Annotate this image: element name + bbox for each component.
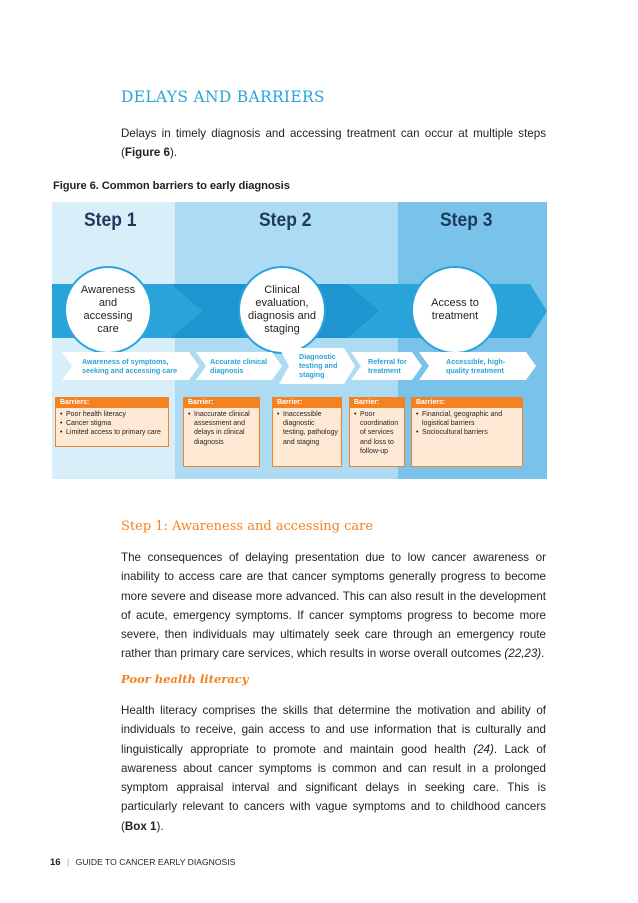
barrier-item: • Inaccurate clinical assessment and delays in clinical diagnosis — [188, 410, 256, 447]
intro-paragraph — [121, 124, 546, 162]
barrier-item: • Inaccessible diagnostic testing, pathology and staging — [277, 410, 338, 447]
health-literacy-citation: (24) — [473, 742, 494, 756]
step1-label: Step 1 — [84, 210, 137, 231]
page-number: 16 — [50, 857, 61, 868]
barrier-box-4-heading: Barrier: — [350, 398, 404, 408]
circle-awareness — [64, 266, 152, 354]
health-literacy-heading: Poor health literacy — [121, 672, 249, 686]
health-literacy-text-c: ). — [156, 819, 164, 833]
figure-caption: Figure 6. Common barriers to early diagnosis — [53, 180, 290, 192]
step3-label: Step 3 — [440, 210, 493, 231]
barrier-box-3-heading: Barrier: — [273, 398, 341, 408]
barrier-box-1 — [55, 397, 169, 447]
health-literacy-text-b: . Lack of awareness about cancer symptoms is common and can result in a prolonged symptom appraisal interval and significant delays in seeking care. This is particularly relevant to cancers with vague symptoms and to childhood cancers ( — [121, 742, 547, 833]
footer-title: GUIDE TO CANCER EARLY DIAGNOSIS — [75, 857, 236, 867]
barrier-box-5-heading: Barriers: — [412, 398, 522, 408]
chevron-2-label: Accurate clinical diagnosis — [210, 357, 268, 375]
chevron-3-label: Diagnostic testing and staging — [299, 352, 338, 379]
barrier-box-2 — [183, 397, 260, 467]
circle-awareness-label: Awareness and accessing care — [80, 284, 136, 335]
barrier-box-1-heading: Barriers: — [56, 398, 168, 408]
step1-paragraph — [121, 548, 546, 664]
page-footer — [50, 857, 235, 868]
barrier-item: • Poor coordination of services and loss to follow-up — [354, 410, 401, 456]
barrier-item: • Sociocultural barriers — [416, 428, 519, 437]
box-reference: Box 1 — [124, 819, 157, 833]
chevron-1-label: Awareness of symptoms, seeking and accessing care — [82, 357, 178, 375]
barrier-item: • Poor health literacy — [60, 410, 165, 419]
intro-text-end: ). — [169, 146, 178, 159]
barrier-item: • Cancer stigma — [60, 419, 165, 428]
barrier-item: • Financial, geographic and logistical barriers — [416, 410, 519, 428]
barrier-box-2-heading: Barrier: — [184, 398, 259, 408]
chevron-4-label: Referral for treatment — [368, 357, 407, 375]
barrier-box-5 — [411, 397, 523, 467]
step1-text-end: . — [541, 647, 545, 661]
chevron-5-label: Accessible, high-quality treatment — [446, 357, 506, 375]
barriers-figure — [52, 202, 547, 479]
intro-text: Delays in timely diagnosis and accessing treatment can occur at multiple steps ( — [121, 127, 546, 159]
figure-reference: Figure 6 — [124, 146, 170, 159]
step1-text: The consequences of delaying presentation due to low cancer awareness or inability to access care are that cancer symptoms generally progress to become more severe and disease more advanced. This can also result in the development of acute, emergency symptoms. If cancer symptoms progress to become more severe, then individuals may ultimately seek care through an emergency route rather than primary care services, which results in worse overall outcomes — [121, 551, 546, 661]
circle-clinical-label: Clinical evaluation, diagnosis and staging — [248, 284, 316, 335]
barrier-box-3 — [272, 397, 342, 467]
section-title: DELAYS AND BARRIERS — [121, 88, 325, 106]
step1-citation: (22,23) — [504, 647, 542, 661]
circle-access-label: Access to treatment — [431, 297, 479, 322]
health-literacy-paragraph — [121, 701, 546, 836]
circle-access-treatment — [411, 266, 499, 354]
circle-clinical-evaluation — [238, 266, 326, 354]
step1-heading: Step 1: Awareness and accessing care — [121, 519, 374, 534]
barrier-item: • Limited access to primary care — [60, 428, 165, 437]
health-literacy-text-a: Health literacy comprises the skills that determine the motivation and ability of individuals to receive, gain access to and use information that is culturally and linguistically appropriate to promote and maintain good health — [121, 704, 546, 756]
step2-label: Step 2 — [259, 210, 312, 231]
barrier-box-4 — [349, 397, 405, 467]
footer-separator: | — [66, 857, 70, 867]
